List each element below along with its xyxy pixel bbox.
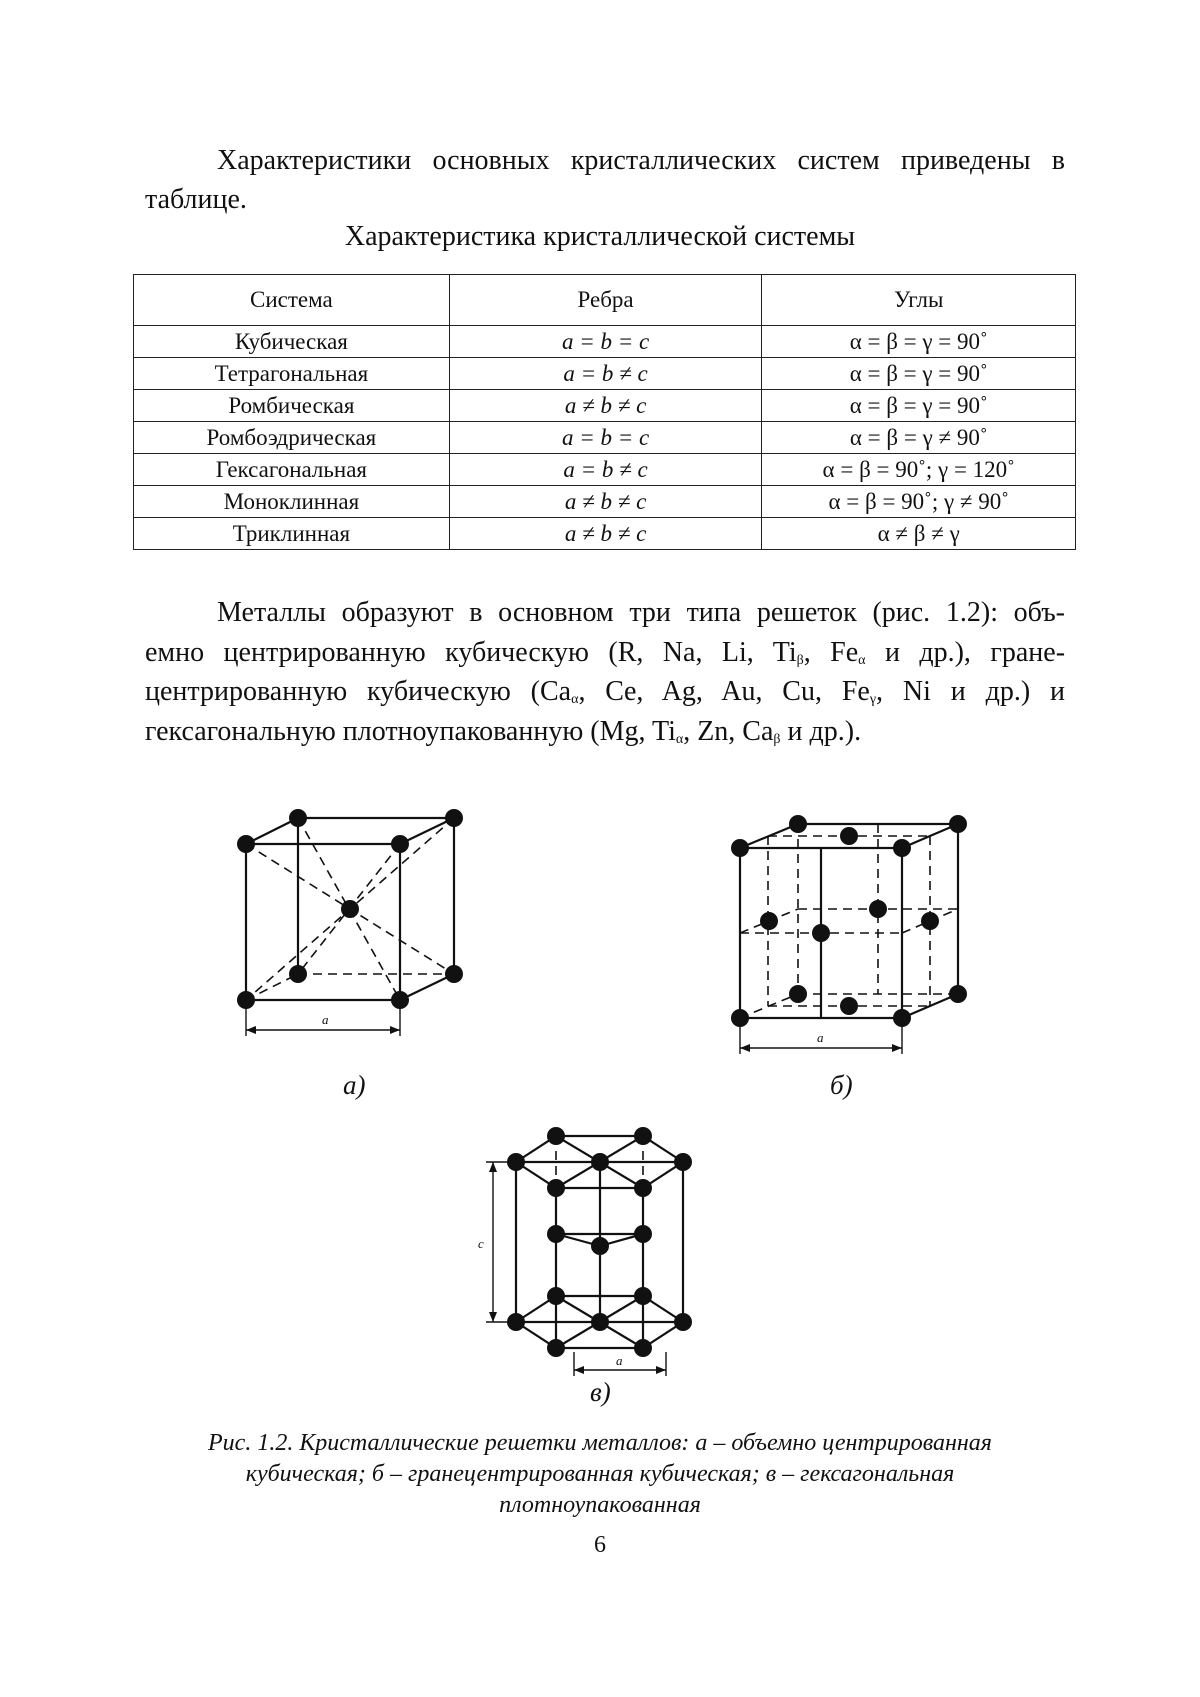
figure-label-c: в)	[590, 1377, 611, 1407]
fcc-lattice-diagram	[731, 815, 967, 1054]
system-cell: Ромбоэдрическая	[134, 422, 450, 454]
system-cell: Триклинная	[134, 518, 450, 550]
angles-cell: α = β = γ = 90˚	[762, 326, 1076, 358]
caption-line-2: кубическая; б – гранецентрированная кубическая; в – гексагональная	[245, 1461, 955, 1487]
edges-cell: a = b = c	[449, 422, 762, 454]
dimension-a-label: a	[817, 1030, 824, 1045]
metals-line-4: гексагональную плотноупакованную (Mg, $Ti_\alpha$, Zn, $Ca_\beta$ и др.).	[145, 715, 862, 747]
system-cell: Кубическая	[134, 326, 450, 358]
metals-line-2: емно центрированную кубическую (R, Na, Li, $Ti_\beta$, $Fe_\alpha$ и др.), гране-	[145, 636, 1066, 668]
angles-cell: α ≠ β ≠ γ	[762, 518, 1076, 550]
caption-line-1: Рис. 1.2. Кристаллические решетки металлов: а – объемно центрированная	[208, 1430, 992, 1456]
header-edges: Ребра	[449, 275, 762, 326]
figure-label-a: а)	[343, 1070, 366, 1100]
system-cell: Ромбическая	[134, 390, 450, 422]
metals-line-1: Металлы образуют в основном три типа решеток (рис. 1.2): объ-	[217, 597, 1065, 628]
intro-line-2: таблице.	[145, 184, 247, 215]
angles-cell: α = β = 90˚; γ = 120˚	[762, 454, 1076, 486]
dimension-a-label: a	[616, 1353, 623, 1368]
metals-line-3: центрированную кубическую ($Ca_\alpha$, Ce, Ag, Au, Cu, $Fe_\gamma$, Ni и др.) и	[145, 676, 1065, 707]
figure-caption	[0, 1428, 1200, 1521]
system-cell: Тетрагональная	[134, 358, 450, 390]
edges-cell: a = b ≠ c	[449, 358, 762, 390]
dimension-c-label: c	[478, 1236, 484, 1251]
edges-cell: a ≠ b ≠ c	[449, 390, 762, 422]
bcc-lattice-diagram	[237, 809, 463, 1036]
figure-label-b: б)	[830, 1070, 853, 1100]
header-system: Система	[134, 275, 450, 326]
system-cell: Гексагональная	[134, 454, 450, 486]
hcp-lattice-diagram	[478, 1127, 692, 1376]
header-angles: Углы	[762, 275, 1076, 326]
page-number: 6	[594, 1532, 606, 1558]
edges-cell: a ≠ b ≠ c	[449, 486, 762, 518]
edges-cell: a = b = c	[449, 326, 762, 358]
caption-line-3: плотноупакованная	[499, 1492, 701, 1518]
angles-cell: α = β = γ ≠ 90˚	[762, 422, 1076, 454]
edges-cell: a ≠ b ≠ c	[449, 518, 762, 550]
edges-cell: a = b ≠ c	[449, 454, 762, 486]
angles-cell: α = β = γ = 90˚	[762, 358, 1076, 390]
table-title: Характеристика кристаллической системы	[344, 221, 856, 252]
angles-cell: α = β = 90˚; γ ≠ 90˚	[762, 486, 1076, 518]
dimension-a-label: a	[322, 1012, 329, 1027]
intro-line-1: Характеристики основных кристаллических систем приведены в	[217, 145, 1065, 176]
angles-cell: α = β = γ = 90˚	[762, 390, 1076, 422]
system-cell: Моноклинная	[134, 486, 450, 518]
